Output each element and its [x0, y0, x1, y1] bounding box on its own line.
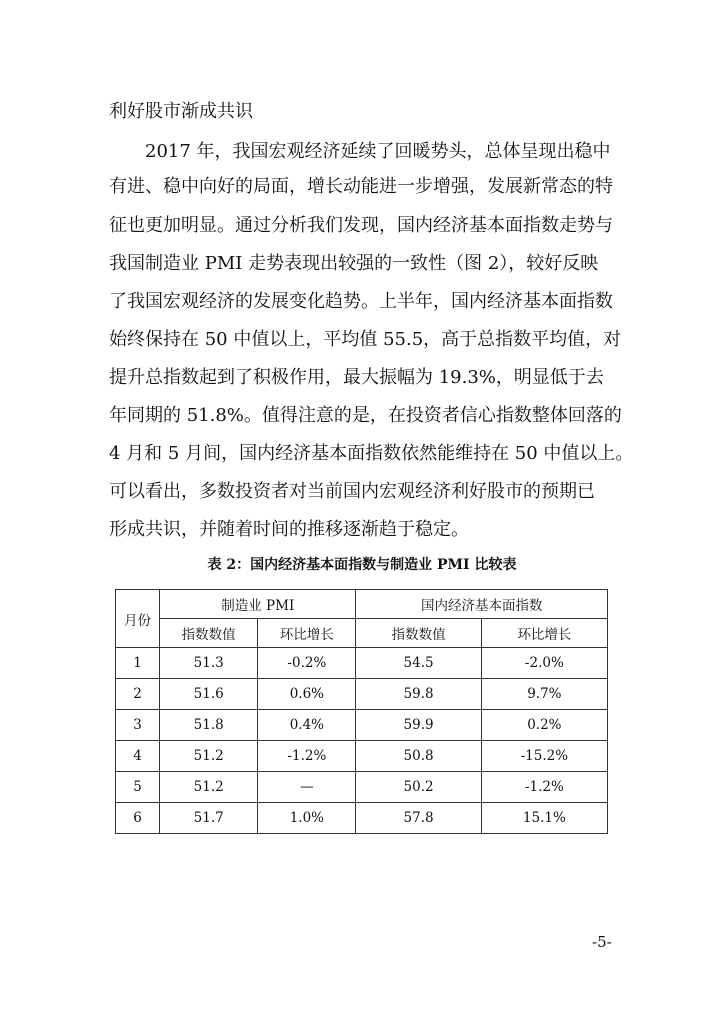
pmi-growth-cell: — — [258, 772, 356, 803]
pmi-value-cell: 51.2 — [160, 741, 258, 772]
page-number: -5- — [592, 933, 612, 951]
pmi-growth-cell: 0.4% — [258, 710, 356, 741]
table-row — [116, 803, 608, 834]
paragraph-line: 有进、稳中向好的局面，增长动能进一步增强，发展新常态的特 — [109, 176, 613, 197]
paragraph-line: 始终保持在 50 中值以上，平均值 55.5，高于总指数平均值，对 — [109, 329, 622, 350]
pmi-growth-cell: -0.2% — [258, 648, 356, 679]
fundamentals-value-cell: 59.8 — [356, 679, 481, 710]
table-header-row — [116, 590, 608, 619]
month-cell: 6 — [116, 803, 160, 834]
comparison-table — [115, 589, 608, 834]
paragraph-line: 年同期的 51.8%。值得注意的是，在投资者信心指数整体回落的 — [109, 405, 622, 426]
fundamentals-growth-cell: 15.1% — [481, 803, 607, 834]
fundamentals-value-cell: 50.8 — [356, 741, 481, 772]
pmi-value-cell: 51.3 — [160, 648, 258, 679]
fundamentals-value-cell: 54.5 — [356, 648, 481, 679]
table-row — [116, 679, 608, 710]
table-row — [116, 710, 608, 741]
table-caption: 表 2：国内经济基本面指数与制造业 PMI 比较表 — [207, 557, 517, 573]
fundamentals-growth-cell: -1.2% — [481, 772, 607, 803]
paragraph-line: 征也更加明显。通过分析我们发现，国内经济基本面指数走势与 — [109, 215, 613, 236]
pmi-value-cell: 51.8 — [160, 710, 258, 741]
paragraph-line: 4 月和 5 月间，国内经济基本面指数依然能维持在 50 中值以上。 — [109, 443, 634, 464]
month-cell: 2 — [116, 679, 160, 710]
section-heading: 利好股市渐成共识 — [109, 101, 253, 122]
table-row — [116, 648, 608, 679]
pmi-growth-header: 环比增长 — [258, 619, 356, 648]
pmi-growth-cell: 0.6% — [258, 679, 356, 710]
month-cell: 4 — [116, 741, 160, 772]
paragraph-line: 了我国宏观经济的发展变化趋势。上半年，国内经济基本面指数 — [109, 291, 613, 312]
paragraph-line: 2017 年，我国宏观经济延续了回暖势头，总体呈现出稳中 — [109, 141, 611, 162]
table-subheader-row — [116, 619, 608, 648]
table-row — [116, 741, 608, 772]
pmi-value-header: 指数数值 — [160, 619, 258, 648]
month-cell: 5 — [116, 772, 160, 803]
fundamentals-growth-cell: 9.7% — [481, 679, 607, 710]
fundamentals-value-cell: 50.2 — [356, 772, 481, 803]
pmi-growth-cell: 1.0% — [258, 803, 356, 834]
fundamentals-value-cell: 57.8 — [356, 803, 481, 834]
fundamentals-growth-cell: -15.2% — [481, 741, 607, 772]
month-column-header: 月份 — [116, 590, 160, 648]
fundamentals-value-cell: 59.9 — [356, 710, 481, 741]
paragraph-line: 形成共识，并随着时间的推移逐渐趋于稳定。 — [109, 519, 469, 540]
pmi-growth-cell: -1.2% — [258, 741, 356, 772]
fundamentals-growth-cell: -2.0% — [481, 648, 607, 679]
fundamentals-growth-cell: 0.2% — [481, 710, 607, 741]
fundamentals-growth-header: 环比增长 — [481, 619, 607, 648]
paragraph-line: 提升总指数起到了积极作用，最大振幅为 19.3%，明显低于去 — [109, 367, 604, 388]
fundamentals-group-header: 国内经济基本面指数 — [356, 590, 608, 619]
pmi-value-cell: 51.6 — [160, 679, 258, 710]
pmi-value-cell: 51.2 — [160, 772, 258, 803]
paragraph-line: 可以看出，多数投资者对当前国内宏观经济利好股市的预期已 — [109, 481, 595, 502]
month-cell: 1 — [116, 648, 160, 679]
month-cell: 3 — [116, 710, 160, 741]
pmi-group-header: 制造业 PMI — [160, 590, 356, 619]
paragraph-line: 我国制造业 PMI 走势表现出较强的一致性（图 2），较好反映 — [109, 253, 599, 274]
table-row — [116, 772, 608, 803]
fundamentals-value-header: 指数数值 — [356, 619, 481, 648]
pmi-value-cell: 51.7 — [160, 803, 258, 834]
